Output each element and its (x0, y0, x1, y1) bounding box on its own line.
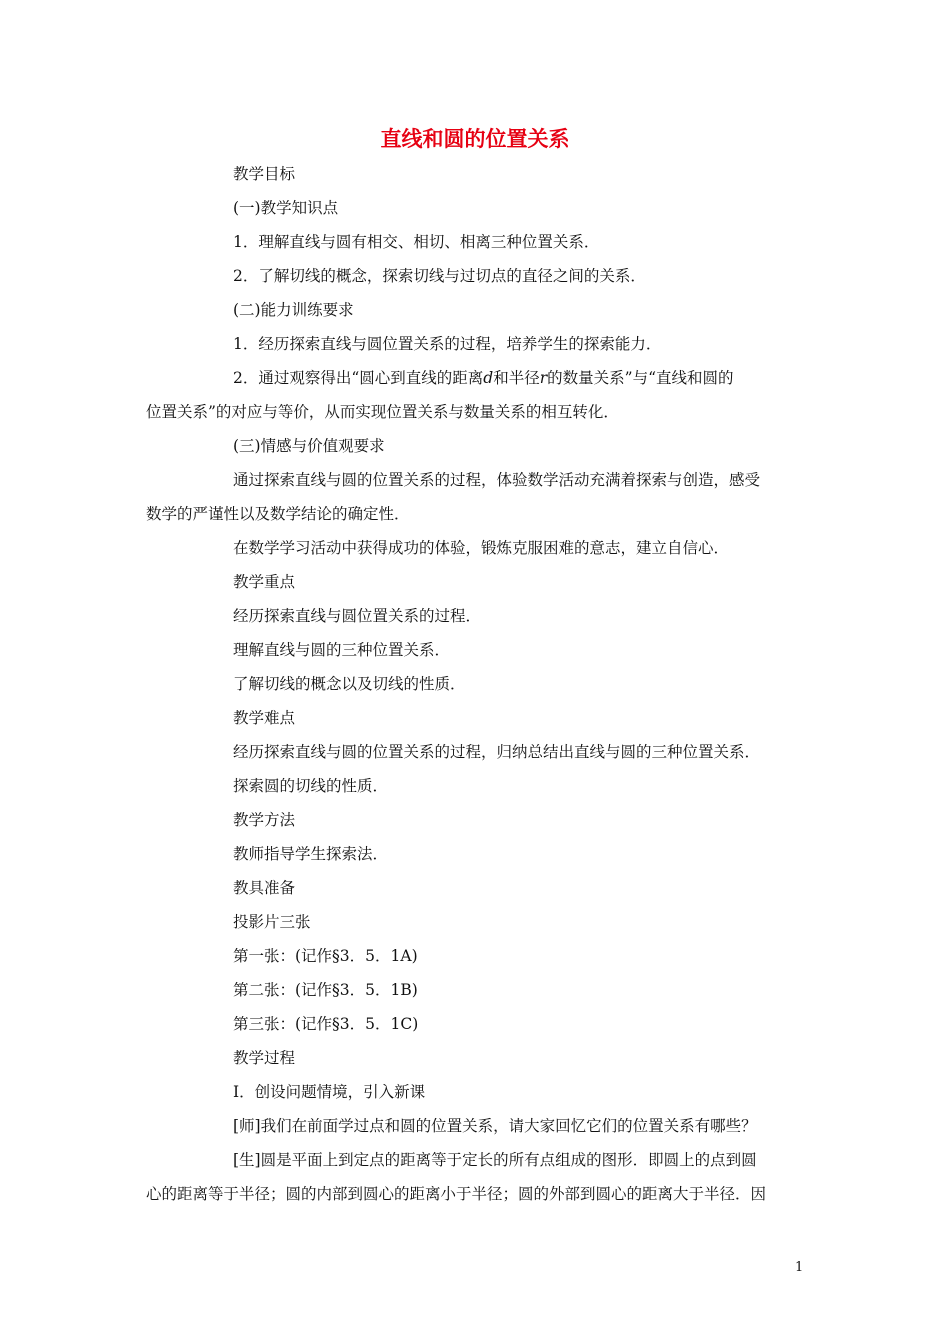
text-line: 探索圆的切线的性质． (233, 777, 389, 795)
text-line: 通过探索直线与圆的位置关系的过程，体验数学活动充满着探索与创造，感受 (233, 471, 761, 489)
text-line: 位置关系”的对应与等价，从而实现位置关系与数量关系的相互转化． (146, 403, 619, 421)
text-line: [师]我们在前面学过点和圆的位置关系，请大家回忆它们的位置关系有哪些？ (233, 1117, 757, 1135)
text-segment: 和半径 (493, 369, 540, 387)
text-line: (三)情感与价值观要求 (233, 437, 385, 455)
text-line: Ⅰ．创设问题情境，引入新课 (233, 1083, 426, 1101)
text-segment: 的数量关系”与“直线和圆的 (547, 369, 734, 387)
text-line: 教学难点 (233, 709, 296, 727)
text-line: 心的距离等于半径；圆的内部到圆心的距离小于半径；圆的外部到圆心的距离大于半径．因 (146, 1185, 767, 1203)
text-line: 数学的严谨性以及数学结论的确定性． (146, 505, 410, 523)
text-line: 教具准备 (233, 879, 296, 897)
text-line: 1．理解直线与圆有相交、相切、相离三种位置关系． (233, 233, 600, 251)
text-line: 1．经历探索直线与圆位置关系的过程，培养学生的探索能力． (233, 335, 662, 353)
text-line: (一)教学知识点 (233, 199, 339, 217)
text-line: 教学目标 (233, 165, 296, 183)
document-title: 直线和圆的位置关系 (380, 127, 570, 151)
text-line: 了解切线的概念以及切线的性质． (233, 675, 466, 693)
text-line-with-math (233, 368, 734, 388)
math-variable-d: d (483, 369, 494, 387)
text-line: 理解直线与圆的三种位置关系． (233, 641, 451, 659)
text-line: [生]圆是平面上到定点的距离等于定长的所有点组成的图形．即圆上的点到圆 (233, 1151, 757, 1169)
text-line: 教学过程 (233, 1049, 296, 1067)
text-line: 教师指导学生探索法． (233, 845, 389, 863)
text-line: 教学重点 (233, 573, 296, 591)
text-line: 在数学学习活动中获得成功的体验，锻炼克服困难的意志，建立自信心． (233, 539, 730, 557)
text-line: 经历探索直线与圆的位置关系的过程，归纳总结出直线与圆的三种位置关系． (233, 743, 761, 761)
text-line: 第三张：(记作§3．5．1C) (233, 1015, 419, 1033)
page-number: 1 (795, 1260, 804, 1275)
text-line: 投影片三张 (233, 913, 311, 931)
text-line: (二)能力训练要求 (233, 301, 354, 319)
text-line: 第二张：(记作§3．5．1B) (233, 981, 418, 999)
text-line: 经历探索直线与圆位置关系的过程． (233, 607, 482, 625)
text-line: 2．了解切线的概念，探索切线与过切点的直径之间的关系． (233, 267, 646, 285)
text-line: 第一张：(记作§3．5．1A) (233, 947, 418, 965)
text-segment: 2．通过观察得出“圆心到直线的距离 (233, 369, 484, 387)
text-line: 教学方法 (233, 811, 296, 829)
math-variable-r: r (539, 369, 548, 387)
